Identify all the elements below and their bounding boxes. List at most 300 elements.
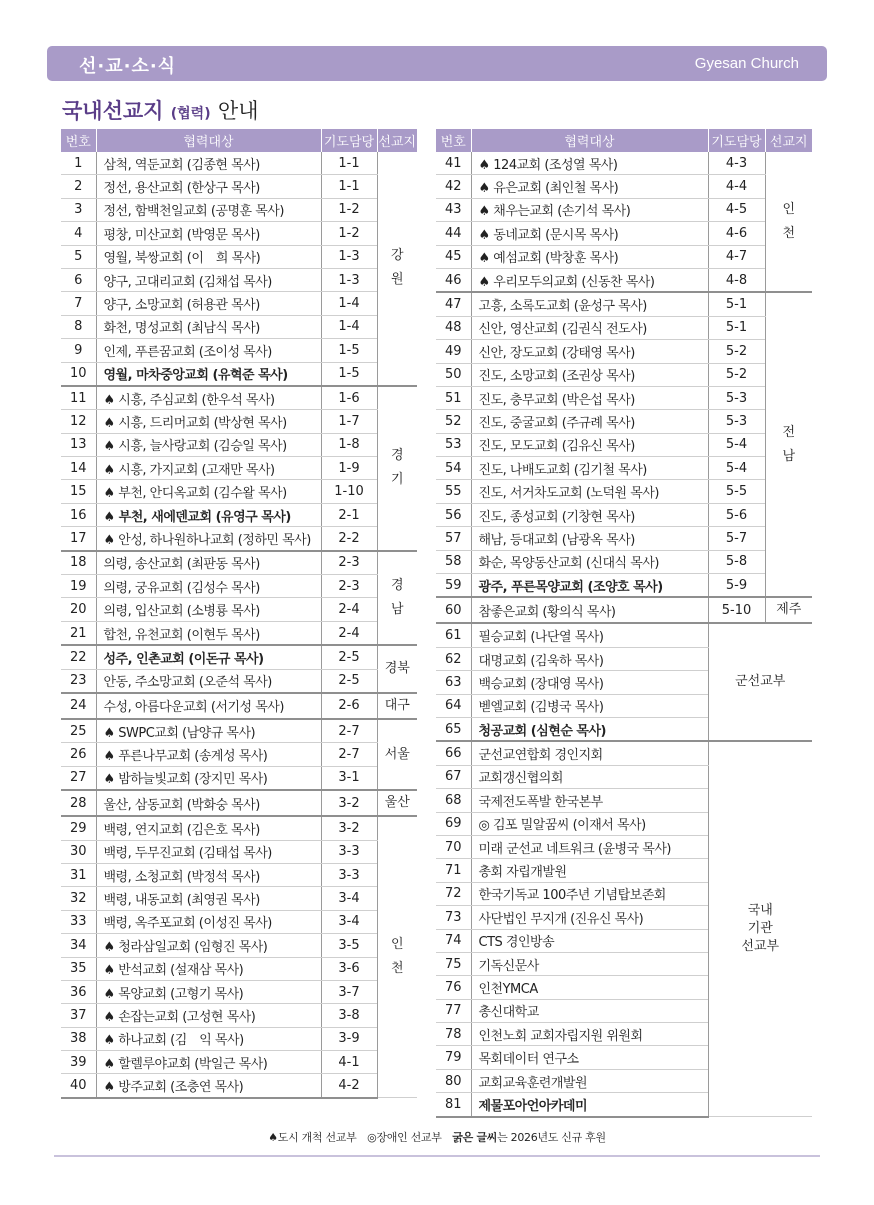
row-number: 15	[61, 480, 96, 503]
row-target: 사단법인 무지개 (진유신 목사)	[471, 906, 708, 929]
row-number: 16	[61, 503, 96, 526]
table-row	[61, 957, 417, 980]
table-row	[61, 1027, 417, 1050]
table-row	[61, 175, 417, 198]
table-row	[436, 527, 812, 550]
row-number: 78	[436, 1023, 471, 1046]
row-prayer: 2-4	[321, 621, 377, 645]
row-number: 37	[61, 1004, 96, 1027]
row-prayer: 1-4	[321, 292, 377, 315]
row-number: 21	[61, 621, 96, 645]
table-row	[61, 386, 417, 410]
row-number: 67	[436, 765, 471, 788]
row-prayer: 5-10	[708, 597, 765, 623]
row-target: 필승교회 (나단열 목사)	[471, 623, 708, 647]
row-target: 고흥, 소록도교회 (윤성구 목사)	[471, 292, 708, 316]
col-target: 협력대상	[96, 129, 321, 152]
col-pray: 기도담당	[708, 129, 765, 152]
row-target: 총회 자립개발원	[471, 859, 708, 882]
row-target: 백령, 두무진교회 (김태섭 목사)	[96, 840, 321, 863]
row-number: 24	[61, 693, 96, 719]
row-target: 신안, 장도교회 (강태영 목사)	[471, 340, 708, 363]
mission-table-left	[61, 129, 417, 1099]
row-number: 36	[61, 980, 96, 1003]
row-number: 71	[436, 859, 471, 882]
row-prayer: 2-7	[321, 743, 377, 766]
row-number: 64	[436, 694, 471, 717]
row-number: 26	[61, 743, 96, 766]
table-row	[436, 623, 812, 647]
table-row	[436, 175, 812, 198]
row-target: 백령, 내동교회 (최영권 목사)	[96, 887, 321, 910]
row-target: 양구, 소망교회 (허용관 목사)	[96, 292, 321, 315]
row-target: ♠ 유은교회 (최인철 목사)	[471, 175, 708, 198]
row-prayer: 3-5	[321, 934, 377, 957]
row-number: 49	[436, 340, 471, 363]
row-prayer: 5-9	[708, 574, 765, 598]
table-row	[436, 222, 812, 245]
row-target: ♠ 반석교회 (설재삼 목사)	[96, 957, 321, 980]
row-target: 진도, 중굴교회 (주규례 목사)	[471, 410, 708, 433]
row-number: 55	[436, 480, 471, 503]
row-prayer: 3-6	[321, 957, 377, 980]
region-cell: 군선교부	[708, 623, 812, 741]
row-number: 30	[61, 840, 96, 863]
row-target: ♠ 부천, 안디옥교회 (김수왈 목사)	[96, 480, 321, 503]
table-row	[436, 433, 812, 456]
row-prayer: 3-4	[321, 887, 377, 910]
region-cell: 대구	[377, 693, 417, 719]
row-number: 70	[436, 835, 471, 858]
row-target: ♠ 시흥, 늘사랑교회 (김승일 목사)	[96, 433, 321, 456]
row-target: 백령, 소청교회 (박정석 목사)	[96, 863, 321, 886]
row-prayer: 1-7	[321, 410, 377, 433]
region-cell: 인 천	[765, 152, 812, 292]
row-prayer: 3-3	[321, 840, 377, 863]
row-prayer: 5-5	[708, 480, 765, 503]
row-prayer: 5-3	[708, 410, 765, 433]
table-row	[61, 910, 417, 933]
row-target: 의령, 궁유교회 (김성수 목사)	[96, 575, 321, 598]
row-target: ♠ 124교회 (조성열 목사)	[471, 152, 708, 175]
row-number: 61	[436, 623, 471, 647]
row-target: 진도, 모도교회 (김유신 목사)	[471, 433, 708, 456]
row-target: ♠ 채우는교회 (손기석 목사)	[471, 198, 708, 221]
row-target: ♠ 목양교회 (고형기 목사)	[96, 980, 321, 1003]
row-target: ♠ 청라삼일교회 (임형진 목사)	[96, 934, 321, 957]
table-row	[436, 198, 812, 221]
row-prayer: 1-2	[321, 198, 377, 221]
row-prayer: 2-6	[321, 693, 377, 719]
table-row	[61, 1074, 417, 1098]
table-body	[61, 152, 417, 1098]
row-target: 양구, 고대리교회 (김채섭 목사)	[96, 268, 321, 291]
row-number: 75	[436, 952, 471, 975]
row-target: ♠ 안성, 하나원하나교회 (정하민 목사)	[96, 527, 321, 551]
row-prayer: 4-1	[321, 1051, 377, 1074]
table-row	[61, 1051, 417, 1074]
table-row	[61, 292, 417, 315]
row-number: 45	[436, 245, 471, 268]
row-target: 삼척, 역둔교회 (김종현 목사)	[96, 152, 321, 175]
row-prayer: 1-5	[321, 362, 377, 386]
footer-divider	[54, 1155, 820, 1157]
row-number: 11	[61, 386, 96, 410]
table-row	[436, 741, 812, 765]
row-number: 63	[436, 671, 471, 694]
table-row	[61, 887, 417, 910]
table-row	[436, 550, 812, 573]
table-row	[61, 645, 417, 669]
row-prayer: 3-4	[321, 910, 377, 933]
row-number: 3	[61, 198, 96, 221]
table-row	[61, 621, 417, 645]
row-prayer: 3-2	[321, 790, 377, 816]
table-row	[436, 268, 812, 292]
row-number: 2	[61, 175, 96, 198]
table-row	[61, 863, 417, 886]
row-number: 5	[61, 245, 96, 268]
table-row	[61, 790, 417, 816]
row-target: ♠ 시흥, 주심교회 (한우석 목사)	[96, 386, 321, 410]
row-prayer: 5-2	[708, 363, 765, 386]
footnote-bold: 굵은 글씨	[452, 1131, 498, 1144]
row-prayer: 5-2	[708, 340, 765, 363]
row-prayer: 1-3	[321, 268, 377, 291]
row-target: ♠ SWPC교회 (남양규 목사)	[96, 719, 321, 743]
row-number: 42	[436, 175, 471, 198]
row-number: 1	[61, 152, 96, 175]
row-target: 인제, 푸른꿈교회 (조이성 목사)	[96, 339, 321, 362]
table-row	[61, 315, 417, 338]
row-number: 79	[436, 1046, 471, 1069]
row-target: 한국기독교 100주년 기념탑보존회	[471, 882, 708, 905]
row-number: 27	[61, 766, 96, 790]
region-cell: 경 기	[377, 386, 417, 551]
row-number: 76	[436, 976, 471, 999]
row-prayer: 1-6	[321, 386, 377, 410]
row-number: 31	[61, 863, 96, 886]
row-prayer: 5-4	[708, 457, 765, 480]
table-row	[436, 480, 812, 503]
table-row	[61, 669, 417, 693]
row-number: 43	[436, 198, 471, 221]
row-number: 41	[436, 152, 471, 175]
row-target: 합천, 유천교회 (이현두 목사)	[96, 621, 321, 645]
row-number: 7	[61, 292, 96, 315]
table-row	[61, 743, 417, 766]
row-number: 54	[436, 457, 471, 480]
row-target: 정선, 함백천일교회 (공명훈 목사)	[96, 198, 321, 221]
footnote-legend: ♠도시 개척 선교부 ◎장애인 선교부	[268, 1131, 453, 1144]
row-number: 47	[436, 292, 471, 316]
row-target: 참좋은교회 (황의식 목사)	[471, 597, 708, 623]
row-target: 영월, 마차중앙교회 (유혁준 목사)	[96, 362, 321, 386]
region-cell: 경북	[377, 645, 417, 693]
col-region: 선교지	[765, 129, 812, 152]
row-prayer: 2-5	[321, 645, 377, 669]
row-number: 77	[436, 999, 471, 1022]
table-row	[436, 597, 812, 623]
row-target: ♠ 부천, 새에덴교회 (유영구 목사)	[96, 503, 321, 526]
row-prayer: 2-4	[321, 598, 377, 621]
row-prayer: 2-7	[321, 719, 377, 743]
table-row	[61, 268, 417, 291]
row-prayer: 5-7	[708, 527, 765, 550]
row-number: 23	[61, 669, 96, 693]
page-title	[62, 95, 259, 125]
region-cell: 경 남	[377, 551, 417, 646]
table-row	[61, 152, 417, 175]
row-number: 10	[61, 362, 96, 386]
row-target: 인천노회 교회자립지원 위원회	[471, 1023, 708, 1046]
row-target: ♠ 할렐루야교회 (박일근 목사)	[96, 1051, 321, 1074]
row-target: 의령, 입산교회 (소병룡 목사)	[96, 598, 321, 621]
row-number: 12	[61, 410, 96, 433]
col-region: 선교지	[377, 129, 417, 152]
row-prayer: 5-1	[708, 316, 765, 339]
row-target: 성주, 인촌교회 (이돈규 목사)	[96, 645, 321, 669]
row-target: ♠ 푸른나무교회 (송계성 목사)	[96, 743, 321, 766]
table-row	[436, 292, 812, 316]
row-target: 목회데이터 연구소	[471, 1046, 708, 1069]
row-prayer: 3-1	[321, 766, 377, 790]
table-row	[61, 766, 417, 790]
row-target: 수성, 아름다운교회 (서기성 목사)	[96, 693, 321, 719]
row-target: 제물포아언아카데미	[471, 1093, 708, 1117]
row-prayer: 5-6	[708, 503, 765, 526]
row-prayer: 1-1	[321, 152, 377, 175]
table-row	[61, 934, 417, 957]
row-target: 영월, 북쌍교회 (이 희 목사)	[96, 245, 321, 268]
row-target: 국제전도폭발 한국본부	[471, 789, 708, 812]
row-number: 28	[61, 790, 96, 816]
row-prayer: 4-3	[708, 152, 765, 175]
row-target: ♠ 시흥, 드리머교회 (박상현 목사)	[96, 410, 321, 433]
row-number: 69	[436, 812, 471, 835]
table-row	[61, 719, 417, 743]
table-row	[61, 693, 417, 719]
page-title-main: 국내선교지	[62, 99, 164, 123]
row-target: 화천, 명성교회 (최남식 목사)	[96, 315, 321, 338]
row-target: 교회교육훈련개발원	[471, 1069, 708, 1092]
row-number: 13	[61, 433, 96, 456]
table-row	[436, 503, 812, 526]
row-target: ♠ 하나교회 (김 익 목사)	[96, 1027, 321, 1050]
table-body	[436, 152, 812, 1117]
row-prayer: 5-1	[708, 292, 765, 316]
row-target: 진도, 나배도교회 (김기철 목사)	[471, 457, 708, 480]
row-number: 32	[61, 887, 96, 910]
row-number: 25	[61, 719, 96, 743]
row-number: 59	[436, 574, 471, 598]
region-cell: 강 원	[377, 152, 417, 386]
table-row	[61, 840, 417, 863]
table-row	[436, 386, 812, 409]
row-number: 38	[61, 1027, 96, 1050]
col-num: 번호	[436, 129, 471, 152]
row-prayer: 2-5	[321, 669, 377, 693]
row-number: 20	[61, 598, 96, 621]
row-number: 19	[61, 575, 96, 598]
row-target: ♠ 밤하늘빛교회 (장지민 목사)	[96, 766, 321, 790]
row-target: 해남, 등대교회 (남광옥 목사)	[471, 527, 708, 550]
col-target: 협력대상	[471, 129, 708, 152]
row-target: 인천YMCA	[471, 976, 708, 999]
row-target: 신안, 영산교회 (김권식 전도사)	[471, 316, 708, 339]
row-prayer: 4-4	[708, 175, 765, 198]
table-row	[436, 363, 812, 386]
row-target: ♠ 예섬교회 (박창훈 목사)	[471, 245, 708, 268]
row-prayer: 3-3	[321, 863, 377, 886]
row-target: 백령, 연지교회 (김은호 목사)	[96, 816, 321, 840]
row-target: 백령, 옥주포교회 (이성진 목사)	[96, 910, 321, 933]
row-number: 4	[61, 222, 96, 245]
row-target: 진도, 소망교회 (조권상 목사)	[471, 363, 708, 386]
row-prayer: 4-6	[708, 222, 765, 245]
row-target: 벧엘교회 (김병국 목사)	[471, 694, 708, 717]
row-target: 청공교회 (심현순 목사)	[471, 717, 708, 741]
row-prayer: 2-1	[321, 503, 377, 526]
row-prayer: 3-8	[321, 1004, 377, 1027]
row-prayer: 5-4	[708, 433, 765, 456]
row-prayer: 1-5	[321, 339, 377, 362]
row-target: 교회갱신협의회	[471, 765, 708, 788]
row-target: 대명교회 (김욱하 목사)	[471, 647, 708, 670]
row-prayer: 1-1	[321, 175, 377, 198]
row-target: 총신대학교	[471, 999, 708, 1022]
row-prayer: 2-3	[321, 575, 377, 598]
table-row	[61, 410, 417, 433]
row-prayer: 5-3	[708, 386, 765, 409]
row-target: ♠ 방주교회 (조충연 목사)	[96, 1074, 321, 1098]
table-row	[436, 410, 812, 433]
row-prayer: 4-5	[708, 198, 765, 221]
row-target: 평창, 미산교회 (박영문 목사)	[96, 222, 321, 245]
table-row	[61, 551, 417, 575]
row-target: ♠ 동네교회 (문시목 목사)	[471, 222, 708, 245]
row-target: 백승교회 (장대영 목사)	[471, 671, 708, 694]
row-prayer: 3-7	[321, 980, 377, 1003]
row-prayer: 4-8	[708, 268, 765, 292]
row-target: 군선교연합회 경인지회	[471, 741, 708, 765]
row-prayer: 1-4	[321, 315, 377, 338]
table-row	[436, 457, 812, 480]
table-row	[61, 816, 417, 840]
region-cell: 전 남	[765, 292, 812, 597]
region-cell: 인 천	[377, 816, 417, 1098]
table-row	[61, 362, 417, 386]
row-number: 46	[436, 268, 471, 292]
row-number: 68	[436, 789, 471, 812]
row-number: 9	[61, 339, 96, 362]
row-target: 의령, 송산교회 (최판동 목사)	[96, 551, 321, 575]
table-row	[61, 198, 417, 221]
col-num: 번호	[61, 129, 96, 152]
row-number: 34	[61, 934, 96, 957]
col-pray: 기도담당	[321, 129, 377, 152]
table-row	[61, 222, 417, 245]
row-number: 29	[61, 816, 96, 840]
row-number: 66	[436, 741, 471, 765]
row-number: 39	[61, 1051, 96, 1074]
row-prayer: 5-8	[708, 550, 765, 573]
table-row	[436, 340, 812, 363]
row-number: 18	[61, 551, 96, 575]
row-number: 72	[436, 882, 471, 905]
table-row	[61, 457, 417, 480]
row-number: 58	[436, 550, 471, 573]
section-banner	[47, 46, 827, 81]
row-prayer: 2-2	[321, 527, 377, 551]
region-cell: 국내 기관 선교부	[708, 741, 812, 1116]
row-prayer: 1-9	[321, 457, 377, 480]
row-prayer: 3-9	[321, 1027, 377, 1050]
region-cell: 서울	[377, 719, 417, 790]
table-row	[436, 316, 812, 339]
section-title: 선·교·소·식	[79, 56, 177, 77]
row-target: 광주, 푸른목양교회 (조양호 목사)	[471, 574, 708, 598]
row-number: 14	[61, 457, 96, 480]
row-number: 52	[436, 410, 471, 433]
table-row	[61, 598, 417, 621]
table-row	[61, 503, 417, 526]
row-prayer: 1-8	[321, 433, 377, 456]
region-cell: 울산	[377, 790, 417, 816]
row-target: 울산, 삼동교회 (박화숭 목사)	[96, 790, 321, 816]
row-number: 33	[61, 910, 96, 933]
row-target: 정선, 용산교회 (한상구 목사)	[96, 175, 321, 198]
table-row	[436, 245, 812, 268]
table-row	[61, 480, 417, 503]
church-name: Gyesan Church	[694, 55, 799, 72]
row-number: 62	[436, 647, 471, 670]
table-header	[61, 129, 417, 152]
table-row	[61, 433, 417, 456]
row-number: 60	[436, 597, 471, 623]
row-number: 65	[436, 717, 471, 741]
row-target: 미래 군선교 네트워크 (윤병국 목사)	[471, 835, 708, 858]
row-target: CTS 경인방송	[471, 929, 708, 952]
row-number: 57	[436, 527, 471, 550]
row-target: 안동, 주소망교회 (오준석 목사)	[96, 669, 321, 693]
table-row	[61, 1004, 417, 1027]
row-prayer: 1-3	[321, 245, 377, 268]
footnote	[0, 1129, 874, 1145]
table-row	[61, 575, 417, 598]
region-cell: 제주	[765, 597, 812, 623]
row-number: 74	[436, 929, 471, 952]
table-header	[436, 129, 812, 152]
row-prayer: 1-2	[321, 222, 377, 245]
row-number: 22	[61, 645, 96, 669]
row-number: 50	[436, 363, 471, 386]
table-row	[61, 245, 417, 268]
row-prayer: 4-2	[321, 1074, 377, 1098]
row-number: 53	[436, 433, 471, 456]
table-row	[436, 574, 812, 598]
row-target: 기독신문사	[471, 952, 708, 975]
table-row	[61, 980, 417, 1003]
row-number: 17	[61, 527, 96, 551]
row-target: ◎ 김포 밀알꿈씨 (이재서 목사)	[471, 812, 708, 835]
row-number: 44	[436, 222, 471, 245]
table-row	[436, 152, 812, 175]
row-number: 35	[61, 957, 96, 980]
page-title-sub: (협력)	[170, 106, 211, 122]
row-target: ♠ 시흥, 가지교회 (고재만 목사)	[96, 457, 321, 480]
row-number: 73	[436, 906, 471, 929]
